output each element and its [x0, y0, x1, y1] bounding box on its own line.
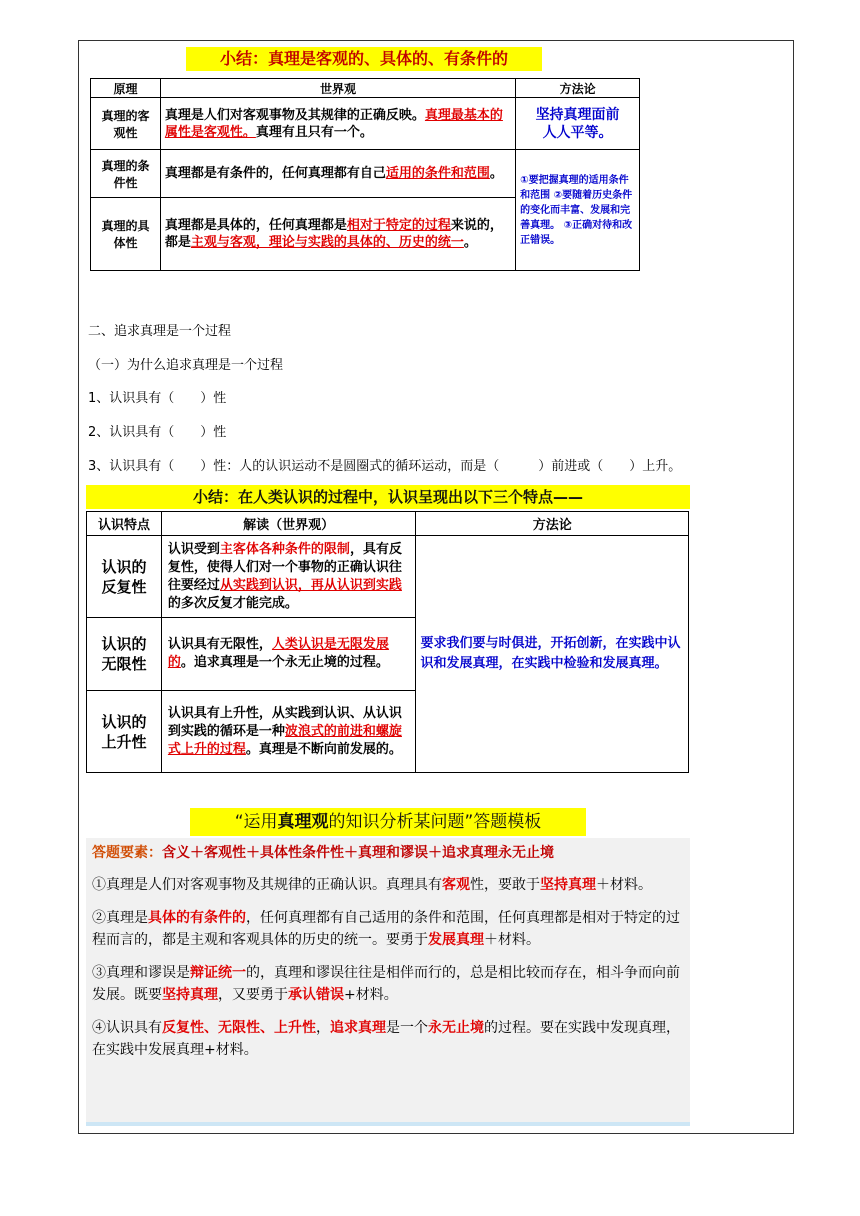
- header-methodology: 方法论: [516, 79, 640, 98]
- cognition-features-table: [86, 511, 689, 773]
- principle-concrete: 真理的具体性: [91, 198, 161, 271]
- question-line-1: 1、认识具有（ ）性: [88, 391, 227, 406]
- template-banner: “运用真理观的知识分析某问题”答题模板: [190, 808, 586, 836]
- interpret-repetitive: 认识受到主客体各种条件的限制，具有反复性，使得人们对一个事物的正确认识往往要经过从实践到认识，再从认识到实践的多次反复才能完成。: [161, 536, 416, 618]
- feature-infinite: 认识的无限性: [87, 618, 162, 691]
- truth-properties-table: [90, 78, 640, 271]
- principle-conditional: 真理的条件性: [91, 150, 161, 198]
- header-feature: 认识特点: [87, 512, 162, 536]
- header-principle: 原理: [91, 79, 161, 98]
- template-item-2: ②真理是具体的有条件的，任何真理都有自己适用的条件和范围，任何真理都是相对于特定的过程而言的，都是主观和客观具体的历史的统一。要勇于发展真理＋材料。: [92, 910, 680, 948]
- section-subheading: （一）为什么追求真理是一个过程: [88, 358, 284, 373]
- summary2-banner: 小结：在人类认识的过程中，认识呈现出以下三个特点——: [86, 485, 690, 509]
- principle-objective: 真理的客观性: [91, 98, 161, 150]
- method-objective: 坚持真理面前人人平等。: [516, 98, 640, 150]
- header-methodology-2: 方法论: [416, 512, 689, 536]
- method-shared-truth: ①要把握真理的适用条件和范围 ②要随着历史条件的变化而丰富、发展和完善真理。 ③正确对待和改正错误。: [516, 150, 640, 271]
- interpret-infinite: 认识具有无限性，人类认识是无限发展的。追求真理是一个永无止境的过程。: [161, 618, 416, 691]
- feature-repetitive: 认识的反复性: [87, 536, 162, 618]
- template-item-3: ③真理和谬误是辩证统一的，真理和谬误往往是相伴而行的，总是相比较而存在，相斗争而向前发展。既要坚持真理，又要勇于承认错误+材料。: [92, 965, 680, 1003]
- summary1-banner: 小结：真理是客观的、具体的、有条件的: [186, 47, 542, 71]
- template-item-4: ④认识具有反复性、无限性、上升性，追求真理是一个永无止境的过程。要在实践中发现真理，在实践中发展真理+材料。: [92, 1020, 680, 1058]
- feature-ascending: 认识的上升性: [87, 691, 162, 773]
- header-interpretation: 解读（世界观）: [161, 512, 416, 536]
- interpret-ascending: 认识具有上升性，从实践到认识、从认识到实践的循环是一种波浪式的前进和螺旋式上升的过程。真理是不断向前发展的。: [161, 691, 416, 773]
- template-item-1: ①真理是人们对客观事物及其规律的正确认识。真理具有客观性，要敢于坚持真理＋材料。: [92, 877, 652, 893]
- worldview-objective: 真理是人们对客观事物及其规律的正确反映。真理最基本的属性是客观性。真理有且只有一个。: [160, 98, 515, 150]
- header-worldview: 世界观: [160, 79, 515, 98]
- worldview-concrete: 真理都是具体的，任何真理都是相对于特定的过程来说的，都是主观与客观，理论与实践的具体的、历史的统一。: [160, 198, 515, 271]
- worldview-conditional: 真理都是有条件的，任何真理都有自己适用的条件和范围。: [160, 150, 515, 198]
- answer-elements: 答题要素：含义＋客观性＋具体性条件性＋真理和谬误＋追求真理永无止境: [92, 845, 554, 861]
- template-card: [86, 838, 690, 1126]
- method-shared-cognition: 要求我们要与时俱进，开拓创新，在实践中认识和发展真理，在实践中检验和发展真理。: [416, 536, 689, 773]
- section-heading: 二、追求真理是一个过程: [88, 324, 232, 339]
- question-line-3: 3、认识具有（ ）性：人的认识运动不是圆圈式的循环运动，而是（ ）前进或（ ）上升。: [88, 459, 682, 474]
- question-line-2: 2、认识具有（ ）性: [88, 425, 227, 440]
